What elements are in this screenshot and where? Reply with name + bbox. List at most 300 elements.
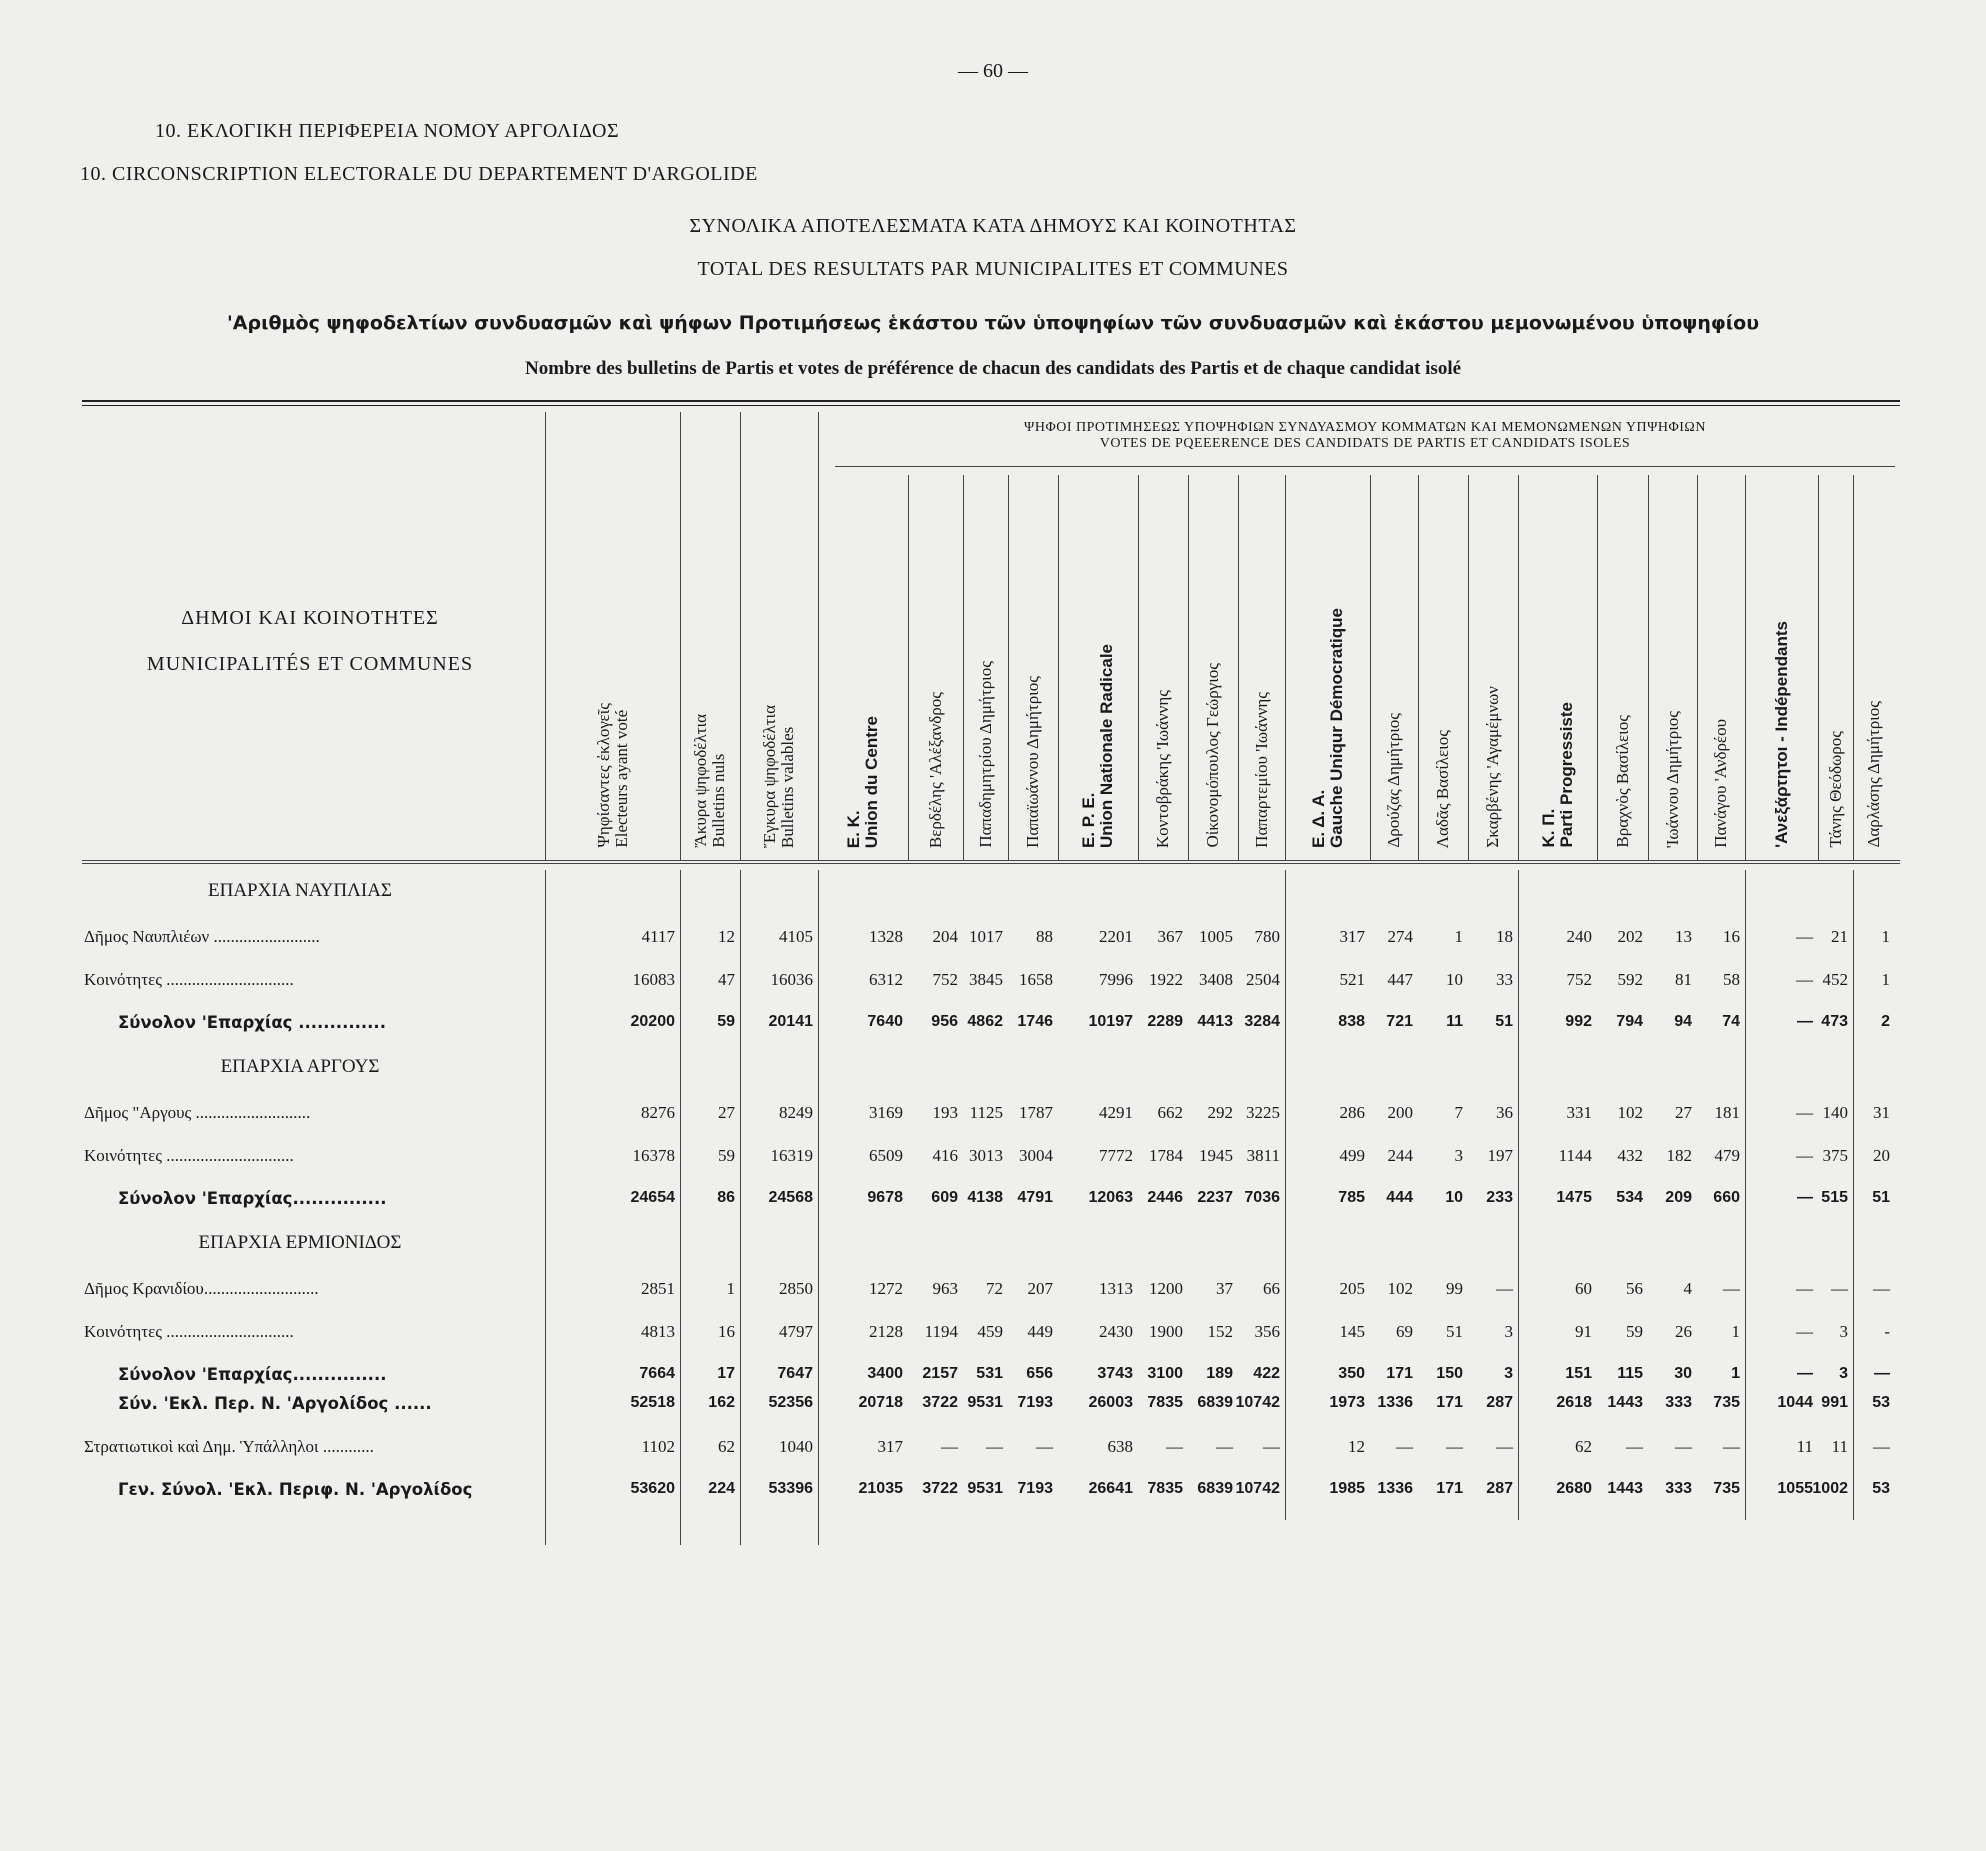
column-header-line: Λαδᾶς Βασίλειος bbox=[1433, 729, 1452, 848]
column-header-line: Σκαρβένης 'Αγαμέμνων bbox=[1483, 686, 1502, 848]
preference-votes-header-french: VOTES DE PQEEERENCE DES CANDIDATS DE PARTIS ET CANDIDATS ISOLES bbox=[1099, 436, 1631, 451]
table-cell: 99 bbox=[1446, 1279, 1463, 1298]
page-number: — 60 — bbox=[958, 60, 1028, 82]
header-divider bbox=[1285, 475, 1286, 860]
column-header bbox=[845, 716, 881, 848]
table-cell: 72 bbox=[986, 1279, 1003, 1298]
table-cell: 7193 bbox=[1017, 1394, 1053, 1411]
table-cell: 992 bbox=[1565, 1013, 1592, 1030]
table-cell: — bbox=[1675, 1437, 1692, 1456]
column-header-line: Ε. Δ. Α. bbox=[1308, 789, 1328, 848]
row-label: Δῆμος Ναυπλιέων ......................... bbox=[84, 927, 320, 946]
column-header bbox=[1614, 715, 1632, 848]
column-header-line: 'Ιωάννου Δημήτριος bbox=[1662, 710, 1682, 848]
header-divider bbox=[1853, 475, 1854, 860]
table-cell: 660 bbox=[1713, 1189, 1740, 1206]
column-header bbox=[1540, 702, 1576, 848]
table-cell: 2618 bbox=[1556, 1394, 1592, 1411]
header-divider bbox=[1597, 475, 1598, 860]
column-title-greek: ΔΗΜΟΙ ΚΑΙ ΚΟΙΝΟΤΗΤΕΣ bbox=[181, 607, 439, 629]
table-cell: 20 bbox=[1873, 1146, 1890, 1165]
header-divider bbox=[818, 412, 819, 860]
table-cell: 287 bbox=[1486, 1480, 1513, 1497]
table-cell: 207 bbox=[1027, 1279, 1053, 1298]
table-cell: — bbox=[941, 1437, 958, 1456]
column-header bbox=[1154, 690, 1172, 848]
table-cell: 1945 bbox=[1199, 1146, 1233, 1165]
table-cell: 7835 bbox=[1147, 1394, 1183, 1411]
table-cell: 2157 bbox=[922, 1365, 958, 1382]
table-cell: 1102 bbox=[641, 1437, 675, 1456]
table-cell: 3845 bbox=[969, 970, 1003, 989]
table-cell: 7835 bbox=[1147, 1480, 1183, 1497]
table-cell: 1 bbox=[1454, 927, 1463, 946]
table-cell: 10742 bbox=[1235, 1480, 1280, 1497]
table-cell: 8276 bbox=[641, 1103, 675, 1122]
table-cell: — bbox=[1796, 1322, 1813, 1341]
table-cell: 51 bbox=[1446, 1322, 1463, 1341]
table-cell: 1787 bbox=[1019, 1103, 1053, 1122]
column-header-line: Κοντοβράκης 'Ιωάννης bbox=[1153, 689, 1172, 848]
column-header-line: Ἔγκυρα ψηφοδέλτια bbox=[760, 704, 779, 848]
table-cell: 88 bbox=[1036, 927, 1053, 946]
title-greek: 10. ΕΚΛΟΓΙΚΗ ΠΕΡΙΦΕΡΕΙΑ ΝΟΜΟΥ ΑΡΓΟΛΙΔΟΣ bbox=[155, 120, 620, 142]
table-cell: 317 bbox=[877, 1437, 903, 1456]
column-header-line: Bulletins nuls bbox=[709, 754, 728, 848]
header-bottom-rule bbox=[82, 860, 1900, 861]
table-cell: 449 bbox=[1027, 1322, 1053, 1341]
column-header bbox=[977, 661, 995, 848]
table-cell: 30 bbox=[1674, 1365, 1692, 1382]
table-cell: 3169 bbox=[869, 1103, 903, 1122]
section-title: ΕΠΑΡΧΙΑ ΑΡΓΟΥΣ bbox=[220, 1056, 380, 1077]
table-cell: 1144 bbox=[1558, 1146, 1592, 1165]
table-cell: 36 bbox=[1496, 1103, 1513, 1122]
table-cell: 1002 bbox=[1812, 1480, 1848, 1497]
table-cell: 422 bbox=[1253, 1365, 1280, 1382]
table-cell: 7 bbox=[1454, 1103, 1463, 1122]
table-cell: — bbox=[1723, 1437, 1740, 1456]
table-cell: 735 bbox=[1713, 1480, 1740, 1497]
header-divider bbox=[545, 412, 546, 860]
table-cell: 1313 bbox=[1099, 1279, 1133, 1298]
table-cell: 534 bbox=[1616, 1189, 1643, 1206]
table-cell: 274 bbox=[1387, 927, 1413, 946]
table-cell: 59 bbox=[1626, 1322, 1643, 1341]
column-header-line: Electeurs ayant voté bbox=[611, 710, 631, 848]
table-cell: 963 bbox=[932, 1279, 958, 1298]
table-cell: 794 bbox=[1616, 1013, 1643, 1030]
header-divider bbox=[1008, 475, 1009, 860]
table-cell: 515 bbox=[1821, 1189, 1848, 1206]
table-cell: 2504 bbox=[1246, 970, 1280, 989]
column-header-line: Δρούζας Δημήτριος bbox=[1384, 713, 1403, 848]
table-cell: 58 bbox=[1723, 970, 1740, 989]
table-cell: 10197 bbox=[1088, 1013, 1133, 1030]
table-cell: 4791 bbox=[1017, 1189, 1053, 1206]
table-cell: 52518 bbox=[630, 1394, 675, 1411]
table-cell: 60 bbox=[1575, 1279, 1592, 1298]
table-cell: 59 bbox=[717, 1013, 735, 1030]
header-divider bbox=[908, 475, 909, 860]
table-cell: — bbox=[1796, 1279, 1813, 1298]
table-cell: 11 bbox=[1796, 1437, 1813, 1456]
row-label: Κοινότητες .............................. bbox=[84, 1146, 294, 1165]
row-label: Δῆμος Κρανιδίου........................... bbox=[84, 1279, 319, 1298]
table-cell: 53396 bbox=[768, 1480, 813, 1497]
table-cell: 1 bbox=[1731, 1322, 1740, 1341]
row-label: Σύνολον 'Επαρχίας............... bbox=[118, 1189, 387, 1208]
table-cell: 785 bbox=[1338, 1189, 1365, 1206]
table-cell: 1044 bbox=[1777, 1394, 1813, 1411]
table-cell: 3 bbox=[1839, 1322, 1848, 1341]
table-cell: 1985 bbox=[1329, 1480, 1365, 1497]
table-cell: 292 bbox=[1207, 1103, 1233, 1122]
column-header-line: Παπαδημητρίου Δημήτριος bbox=[975, 661, 995, 848]
header-divider bbox=[1058, 475, 1059, 860]
table-cell: 375 bbox=[1822, 1146, 1848, 1165]
table-cell: — bbox=[1796, 1146, 1813, 1165]
column-header bbox=[1385, 713, 1403, 848]
table-cell: — bbox=[1874, 1365, 1890, 1382]
table-cell: 7996 bbox=[1099, 970, 1133, 989]
table-cell: 74 bbox=[1722, 1013, 1740, 1030]
table-cell: 81 bbox=[1675, 970, 1692, 989]
table-cell: 16 bbox=[718, 1322, 735, 1341]
table-cell: 11 bbox=[1831, 1437, 1848, 1456]
subtitle-greek: ΣΥΝΟΛΙΚΑ ΑΠΟΤΕΛΕΣΜΑΤΑ ΚΑΤΑ ΔΗΜΟΥΣ ΚΑΙ ΚΟΙΝΟΤΗΤΑΣ bbox=[689, 215, 1297, 237]
table-cell: 4138 bbox=[967, 1189, 1003, 1206]
table-cell: 331 bbox=[1566, 1103, 1592, 1122]
header-divider bbox=[1518, 475, 1519, 860]
table-cell: 333 bbox=[1665, 1480, 1692, 1497]
table-cell: 2128 bbox=[869, 1322, 903, 1341]
table-cell: — bbox=[1036, 1437, 1053, 1456]
table-cell: — bbox=[1496, 1437, 1513, 1456]
table-cell: 16036 bbox=[770, 970, 813, 989]
table-cell: 200 bbox=[1387, 1103, 1413, 1122]
table-cell: 145 bbox=[1339, 1322, 1365, 1341]
description-greek: 'Αριθμὸς ψηφοδελτίων συνδυασμῶν καὶ ψήφων Προτιμήσεως ἑκάστου τῶν ὑποψηφίων τῶν συνδυασμῶν καὶ ἑκάστου μεμονωμένου ὑποψηφίου bbox=[226, 312, 1760, 334]
table-cell: 3 bbox=[1839, 1365, 1848, 1382]
header-divider bbox=[1188, 475, 1189, 860]
table-cell: 662 bbox=[1157, 1103, 1183, 1122]
header-divider bbox=[963, 475, 964, 860]
table-cell: — bbox=[1797, 1013, 1813, 1030]
column-header bbox=[692, 714, 728, 848]
table-cell: 20141 bbox=[768, 1013, 813, 1030]
table-cell: 1125 bbox=[969, 1103, 1003, 1122]
table-cell: 4797 bbox=[779, 1322, 813, 1341]
table-cell: 171 bbox=[1436, 1480, 1463, 1497]
table-cell: 7036 bbox=[1244, 1189, 1280, 1206]
table-cell: 656 bbox=[1026, 1365, 1053, 1382]
table-cell: — bbox=[1873, 1437, 1890, 1456]
table-cell: — bbox=[1796, 970, 1813, 989]
table-cell: 18 bbox=[1496, 927, 1513, 946]
table-cell: 47 bbox=[718, 970, 735, 989]
table-cell: 51 bbox=[1495, 1013, 1513, 1030]
table-cell: 1 bbox=[1881, 927, 1890, 946]
column-header-line: Gauche Uniqur Démocratique bbox=[1326, 608, 1346, 848]
table-cell: 12 bbox=[1348, 1437, 1365, 1456]
row-label: Γεν. Σύνολ. 'Εκλ. Περιφ. Ν. 'Αργολίδος bbox=[118, 1480, 473, 1499]
table-cell: 2680 bbox=[1556, 1480, 1592, 1497]
table-cell: — bbox=[986, 1437, 1003, 1456]
table-cell: 26003 bbox=[1088, 1394, 1133, 1411]
table-cell: 432 bbox=[1617, 1146, 1643, 1165]
table-cell: 3225 bbox=[1246, 1103, 1280, 1122]
table-cell: 86 bbox=[717, 1189, 735, 1206]
table-cell: 9531 bbox=[967, 1480, 1003, 1497]
table-cell: 721 bbox=[1386, 1013, 1413, 1030]
table-cell: 240 bbox=[1566, 927, 1592, 946]
table-cell: — bbox=[1216, 1437, 1233, 1456]
table-cell: 3100 bbox=[1147, 1365, 1183, 1382]
table-cell: 1017 bbox=[969, 927, 1003, 946]
description-french: Nombre des bulletins de Partis et votes de préférence de chacun des candidats des Partis et de chaque candidat isolé bbox=[524, 358, 1462, 379]
table-cell: 20200 bbox=[630, 1013, 675, 1030]
table-cell: 3722 bbox=[922, 1480, 958, 1497]
table-cell: 333 bbox=[1665, 1394, 1692, 1411]
table-cell: 66 bbox=[1263, 1279, 1280, 1298]
table-cell: 140 bbox=[1822, 1103, 1848, 1122]
table-cell: 27 bbox=[718, 1103, 735, 1122]
column-header bbox=[1204, 663, 1222, 848]
table-cell: 1900 bbox=[1149, 1322, 1183, 1341]
table-cell: 53 bbox=[1872, 1480, 1890, 1497]
column-header bbox=[1080, 644, 1116, 848]
table-cell: — bbox=[1831, 1279, 1848, 1298]
table-cell: 197 bbox=[1487, 1146, 1513, 1165]
table-cell: 2851 bbox=[641, 1279, 675, 1298]
table-cell: 13 bbox=[1675, 927, 1692, 946]
table-cell: 3408 bbox=[1199, 970, 1233, 989]
table-cell: 9678 bbox=[867, 1189, 903, 1206]
table-cell: 287 bbox=[1486, 1394, 1513, 1411]
table-cell: — bbox=[1496, 1279, 1513, 1298]
table-cell: 317 bbox=[1339, 927, 1365, 946]
column-header-line: Βραχνὸς Βασίλειος bbox=[1612, 715, 1632, 848]
table-cell: 473 bbox=[1821, 1013, 1848, 1030]
column-header-line: Bulletins valables bbox=[778, 726, 797, 848]
table-cell: 1922 bbox=[1149, 970, 1183, 989]
table-cell: 3013 bbox=[969, 1146, 1003, 1165]
column-header bbox=[1024, 676, 1042, 848]
table-cell: — bbox=[1446, 1437, 1463, 1456]
table-cell: 499 bbox=[1339, 1146, 1365, 1165]
table-cell: 7640 bbox=[867, 1013, 903, 1030]
table-cell: 2850 bbox=[779, 1279, 813, 1298]
table-cell: 6839 bbox=[1197, 1480, 1233, 1497]
header-divider bbox=[1468, 475, 1469, 860]
table-cell: 1194 bbox=[924, 1322, 958, 1341]
table-cell: 7647 bbox=[777, 1365, 813, 1382]
column-header-line: Ε. Κ. bbox=[844, 810, 863, 848]
table-cell: 1 bbox=[1731, 1365, 1740, 1382]
table-cell: 1 bbox=[1881, 970, 1890, 989]
table-cell: 1005 bbox=[1199, 927, 1233, 946]
table-cell: — bbox=[1796, 927, 1813, 946]
column-header bbox=[1712, 719, 1730, 848]
table-cell: 7772 bbox=[1099, 1146, 1133, 1165]
table-cell: 152 bbox=[1207, 1322, 1233, 1341]
table-cell: 6509 bbox=[869, 1146, 903, 1165]
table-cell: 592 bbox=[1617, 970, 1643, 989]
table-cell: 1040 bbox=[779, 1437, 813, 1456]
column-header-line: Union du Centre bbox=[862, 715, 881, 848]
table-cell: — bbox=[1796, 1103, 1813, 1122]
table-cell: 224 bbox=[708, 1480, 735, 1497]
table-cell: 26 bbox=[1675, 1322, 1692, 1341]
table-cell: — bbox=[1797, 1189, 1813, 1206]
column-header bbox=[1434, 730, 1452, 848]
table-cell: 150 bbox=[1436, 1365, 1463, 1382]
column-title-french: MUNICIPALITÉS ET COMMUNES bbox=[146, 653, 474, 675]
table-cell: 12 bbox=[718, 927, 735, 946]
table-cell: 24568 bbox=[768, 1189, 813, 1206]
column-header-line: Δαρλάσης Δημήτριος bbox=[1864, 701, 1883, 848]
table-cell: 780 bbox=[1254, 927, 1280, 946]
header-divider bbox=[740, 412, 741, 860]
table-cell: 53 bbox=[1872, 1394, 1890, 1411]
column-header bbox=[1664, 711, 1682, 848]
table-cell: 4117 bbox=[641, 927, 675, 946]
table-cell: 69 bbox=[1396, 1322, 1413, 1341]
table-cell: 53620 bbox=[630, 1480, 675, 1497]
table-cell: 16378 bbox=[632, 1146, 675, 1165]
table-cell: 1336 bbox=[1377, 1394, 1413, 1411]
table-cell: 447 bbox=[1387, 970, 1413, 989]
row-label: Κοινότητες .............................. bbox=[84, 1322, 294, 1341]
column-header-line: Τάνης Θεόδωρος bbox=[1825, 731, 1845, 848]
table-cell: 2430 bbox=[1099, 1322, 1133, 1341]
table-cell: 7664 bbox=[639, 1365, 675, 1382]
table-cell: 56 bbox=[1626, 1279, 1643, 1298]
table-cell: 3743 bbox=[1097, 1365, 1133, 1382]
header-divider bbox=[1818, 475, 1819, 860]
table-cell: 52356 bbox=[768, 1394, 813, 1411]
table-cell: 11 bbox=[1446, 1013, 1463, 1030]
table-cell: 1475 bbox=[1556, 1189, 1592, 1206]
column-header-line: Οἰκονομόπουλος Γεώργιος bbox=[1203, 663, 1222, 848]
table-cell: 102 bbox=[1387, 1279, 1413, 1298]
table-cell: 3 bbox=[1504, 1322, 1513, 1341]
table-cell: 3004 bbox=[1019, 1146, 1053, 1165]
table-cell: 10742 bbox=[1235, 1394, 1280, 1411]
votes-header-rule bbox=[835, 466, 1895, 467]
header-divider bbox=[680, 412, 681, 860]
table-top-rule bbox=[82, 400, 1900, 402]
preference-votes-header-greek: ΨΗΦΟΙ ΠΡΟΤΙΜΗΣΕΩΣ ΥΠΟΨΗΦΙΩΝ ΣΥΝΔΥΑΣΜΟΥ ΚΟΜΜΑΤΩΝ ΚΑΙ ΜΕΜΟΝΩΜΕΝΩΝ ΥΠΨΗΦΙΩΝ bbox=[1024, 420, 1706, 435]
column-header-line: Ε. Ρ. Ε. bbox=[1079, 792, 1098, 848]
table-cell: 479 bbox=[1714, 1146, 1740, 1165]
table-cell: 51 bbox=[1872, 1189, 1890, 1206]
subtitle-french: TOTAL DES RESULTATS PAR MUNICIPALITES ET COMMUNES bbox=[697, 258, 1289, 280]
table-cell: 1200 bbox=[1149, 1279, 1183, 1298]
table-cell: 10 bbox=[1445, 1189, 1463, 1206]
table-cell: 1658 bbox=[1019, 970, 1053, 989]
header-divider bbox=[1370, 475, 1371, 860]
table-cell: 4105 bbox=[779, 927, 813, 946]
table-cell: 1272 bbox=[869, 1279, 903, 1298]
column-header-line: Ψηφίσαντες ἐκλογεῖς bbox=[593, 703, 613, 848]
table-cell: — bbox=[1626, 1437, 1643, 1456]
title-french: 10. CIRCONSCRIPTION ELECTORALE DU DEPARTEMENT D'ARGOLIDE bbox=[80, 163, 758, 185]
table-cell: 26641 bbox=[1088, 1480, 1133, 1497]
table-cell: 209 bbox=[1665, 1189, 1692, 1206]
table-cell: 521 bbox=[1339, 970, 1365, 989]
column-title-municipalities bbox=[95, 595, 525, 687]
header-bottom-rule bbox=[82, 863, 1900, 864]
column-header-line: Πανάγου 'Ανδρέου bbox=[1711, 719, 1730, 848]
table-cell: 1973 bbox=[1329, 1394, 1365, 1411]
row-label: Σύν. 'Εκλ. Περ. Ν. 'Αργολίδος ...... bbox=[118, 1394, 432, 1413]
table-cell: — bbox=[1263, 1437, 1280, 1456]
table-cell: 6839 bbox=[1197, 1394, 1233, 1411]
column-header-line: Parti Progressiste bbox=[1556, 702, 1576, 848]
row-label: Σύνολον 'Επαρχίας............... bbox=[118, 1365, 387, 1384]
table-cell: 8249 bbox=[779, 1103, 813, 1122]
table-cell: 4862 bbox=[967, 1013, 1003, 1030]
column-header-line: Union Nationale Radicale bbox=[1097, 643, 1116, 848]
table-cell: 9531 bbox=[967, 1394, 1003, 1411]
table-cell: 62 bbox=[1575, 1437, 1592, 1456]
row-label: Κοινότητες .............................. bbox=[84, 970, 294, 989]
table-cell: 94 bbox=[1674, 1013, 1692, 1030]
table-cell: 162 bbox=[708, 1394, 735, 1411]
table-cell: 10 bbox=[1446, 970, 1463, 989]
table-cell: 2237 bbox=[1197, 1189, 1233, 1206]
table-cell: 2201 bbox=[1099, 927, 1133, 946]
table-cell: 991 bbox=[1821, 1394, 1848, 1411]
table-cell: — bbox=[1723, 1279, 1740, 1298]
section-title: ΕΠΑΡΧΙΑ ΝΑΥΠΛΙΑΣ bbox=[208, 880, 392, 901]
table-cell: 12063 bbox=[1088, 1189, 1133, 1206]
table-cell: 115 bbox=[1617, 1365, 1643, 1382]
table-cell: 21 bbox=[1831, 927, 1848, 946]
table-cell: 1336 bbox=[1377, 1480, 1413, 1497]
table-cell: 6312 bbox=[869, 970, 903, 989]
table-cell: 4291 bbox=[1099, 1103, 1133, 1122]
table-top-rule-thin bbox=[82, 405, 1900, 406]
row-label: Στρατιωτικοὶ καὶ Δημ. Ὑπάλληλοι ............ bbox=[84, 1437, 374, 1456]
table-cell: 1443 bbox=[1607, 1394, 1643, 1411]
column-header bbox=[1310, 608, 1346, 848]
table-cell: 181 bbox=[1714, 1103, 1740, 1122]
table-cell: 2446 bbox=[1147, 1189, 1183, 1206]
table-cell: 2289 bbox=[1147, 1013, 1183, 1030]
table-cell: 1328 bbox=[869, 927, 903, 946]
column-header bbox=[1827, 731, 1845, 848]
table-cell: 193 bbox=[932, 1103, 958, 1122]
preference-votes-header bbox=[830, 420, 1900, 452]
column-header bbox=[595, 703, 631, 848]
table-cell: 1784 bbox=[1149, 1146, 1183, 1165]
header-divider bbox=[1238, 475, 1239, 860]
row-label: Δῆμος "Αργους ........................... bbox=[84, 1103, 311, 1122]
header-divider bbox=[1138, 475, 1139, 860]
column-header-line: Βερδέλης 'Αλέξανδρος bbox=[925, 691, 945, 848]
table-cell: 356 bbox=[1254, 1322, 1280, 1341]
table-cell: 638 bbox=[1107, 1437, 1133, 1456]
table-cell: 3 bbox=[1454, 1146, 1463, 1165]
table-cell: 459 bbox=[977, 1322, 1003, 1341]
table-cell: 16319 bbox=[770, 1146, 813, 1165]
table-cell: — bbox=[1797, 1365, 1813, 1382]
table-cell: 3 bbox=[1504, 1365, 1513, 1382]
column-header bbox=[1484, 686, 1502, 848]
